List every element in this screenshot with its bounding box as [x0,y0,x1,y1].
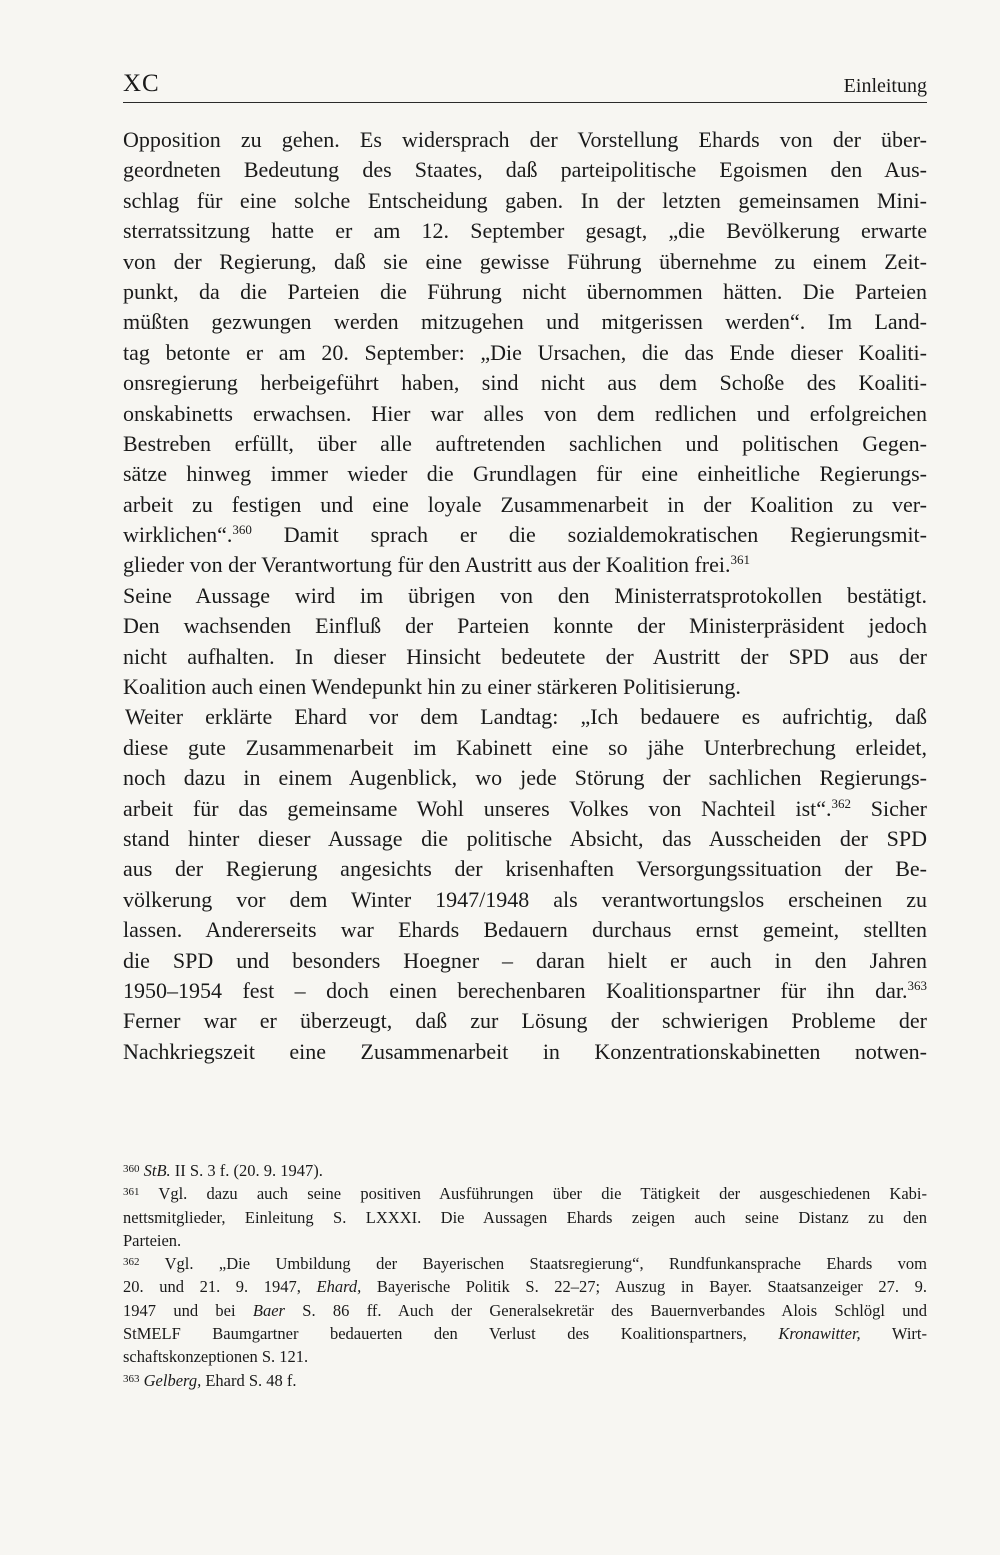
footnote-number: 360 [123,1163,140,1175]
footnote-text: II S. 3 f. (20. 9. 1947). [170,1161,323,1180]
footnote-text: nettsmitglieder, Einleitung S. LXXXI. Die Aussagen Ehards zeigen auch seine Distanz zu den [123,1207,927,1227]
footnote-text: Wirt- [860,1324,927,1344]
text-line [123,976,927,1006]
footnote-line [123,1182,927,1205]
text-line: lassen. Andererseits war Ehards Bedauern durchaus ernst gemeint, stellten [123,917,927,943]
main-text [123,125,927,1067]
text-line: Weiter erklärte Ehard vor dem Landtag: „Ich bedauere es aufrichtig, daß [125,704,927,730]
text-line [123,794,927,824]
footnote-citation: StB. [143,1161,171,1180]
text-line: Bestreben erfüllt, über alle auftretenden sachlichen und politischen Gegen- [123,430,927,456]
footnote-citation: Kronawitter, [778,1324,861,1344]
footnote-text: Parteien. [123,1230,182,1250]
text-segment: glieder von der Verantwortung für den Austritt aus der Koalition frei. [123,552,731,578]
footnote-line [123,1229,927,1252]
text-line: aus der Regierung angesichts der krisenhaften Versorgungssituation der Be- [123,856,927,882]
text-segment: Damit sprach er die sozialdemokratischen Regierungsmit- [251,522,927,548]
text-line: schlag für eine solche Entscheidung gaben. In der letzten gemeinsamen Mini- [123,187,927,213]
footnote-number: 362 [123,1256,140,1269]
text-line: Den wachsenden Einfluß der Parteien konnte der Ministerpräsident jedoch [123,613,927,639]
footnote-line [123,1206,927,1229]
footnote-ref[interactable]: 362 [831,795,852,811]
text-line: arbeit zu festigen und eine loyale Zusammenarbeit in der Koalition zu ver- [123,491,927,517]
text-segment: arbeit für das gemeinsame Wohl unseres Volkes von Nachteil ist“. [123,795,832,821]
text-line: tag betonte er am 20. September: „Die Ursachen, die das Ende dieser Koaliti- [123,339,927,365]
footnote-citation: Gelberg, [143,1370,202,1390]
footnote-citation: Ehard, [316,1277,362,1297]
text-segment: Sicher [851,795,928,821]
text-line: völkerung vor dem Winter 1947/1948 als verantwortungslos erscheinen zu [123,886,927,912]
footnote-line [123,1299,927,1322]
footnote-ref[interactable]: 363 [907,977,927,993]
footnote-line [123,1322,927,1345]
text-line: Opposition zu gehen. Es widersprach der Vorstellung Ehards von der über- [123,127,927,152]
text-segment: wirklichen“. [123,522,233,548]
footnote-number: 361 [123,1186,140,1199]
section-title: Einleitung [843,75,927,97]
footnote-ref[interactable]: 361 [730,552,750,568]
text-line: punkt, da die Parteien die Führung nicht übernommen hätten. Die Parteien [123,278,927,304]
footnote-line [123,1369,927,1392]
footnote-line [123,1275,927,1298]
text-line [123,550,927,580]
footnote-text: 1947 und bei [123,1300,253,1320]
footnote-text: Vgl. „Die Umbildung der Bayerischen Staatsregierung“, Rundfunkansprache Ehards vom [164,1254,927,1274]
text-line: Nachkriegszeit eine Zusammenarbeit in Konzentrationskabinetten notwen- [123,1038,927,1064]
page-number: XC [123,70,160,97]
text-line: onsregierung herbeigeführt haben, sind nicht aus dem Schoße des Koaliti- [123,370,927,396]
text-line: sätze hinweg immer wieder die Grundlagen für eine einheitliche Regierungs- [123,461,927,487]
footnote-text: 20. und 21. 9. 1947, [123,1277,317,1297]
text-line: geordneten Bedeutung des Staates, daß parteipolitische Egoismen den Aus- [123,157,927,183]
text-line: sterratssitzung hatte er am 12. September gesagt, „die Bevölkerung erwarte [123,218,927,244]
footnote-ref[interactable]: 360 [232,522,252,538]
footnote-number: 363 [123,1372,140,1385]
text-line: Koalition auch einen Wendepunkt hin zu einer stärkeren Politisierung. [123,674,741,700]
footnote-text: Bayerische Politik S. 22–27; Auszug in Bayer. Staatsanzeiger 27. 9. [361,1277,927,1297]
footnote-text: Vgl. dazu auch seine positiven Ausführungen über die Tätigkeit der ausgeschiedenen Kabi- [158,1184,928,1204]
text-line: diese gute Zusammenarbeit im Kabinett eine so jähe Unterbrechung erleidet, [123,734,927,760]
text-line: stand hinter dieser Aussage die politische Absicht, das Ausscheiden der SPD [123,825,927,851]
footnote-text: schaftskonzeptionen S. 121. [123,1347,309,1367]
text-line: noch dazu in einem Augenblick, wo jede Störung der sachlichen Regierungs- [123,765,927,791]
text-segment: 1950–1954 fest – doch einen berechenbaren Koalitionspartner für ihn dar. [123,977,908,1003]
running-header [123,66,927,103]
text-line: müßten gezwungen werden mitzugehen und mitgerissen werden“. Im Land- [123,309,927,335]
text-line: nicht aufhalten. In dieser Hinsicht bedeutete der Austritt der SPD aus der [123,643,927,669]
footnote-citation: Baer [252,1300,285,1320]
text-line: onskabinetts erwachsen. Hier war alles von dem redlichen und erfolgreichen [123,400,927,426]
text-line: Ferner war er überzeugt, daß zur Lösung der schwierigen Probleme der [123,1008,927,1034]
footnote-line [123,1345,927,1368]
footnote-text: StMELF Baumgartner bedauerten den Verlust des Koalitionspartners, [123,1324,779,1344]
footnote-text: S. 86 ff. Auch der Generalsekretär des Bauernverbandes Alois Schlögl und [284,1300,927,1320]
footnote-text: Ehard S. 48 f. [201,1370,297,1390]
text-line [123,520,927,550]
text-line: von der Regierung, daß sie eine gewisse Führung übernehme zu einem Zeit- [123,248,927,274]
text-line: Seine Aussage wird im übrigen von den Ministerratsprotokollen bestätigt. [123,582,927,608]
footnotes [123,1159,927,1392]
footnote-line [123,1252,927,1275]
text-line: die SPD und besonders Hoegner – daran hielt er auch in den Jahren [123,947,927,973]
footnote-line [123,1159,927,1182]
